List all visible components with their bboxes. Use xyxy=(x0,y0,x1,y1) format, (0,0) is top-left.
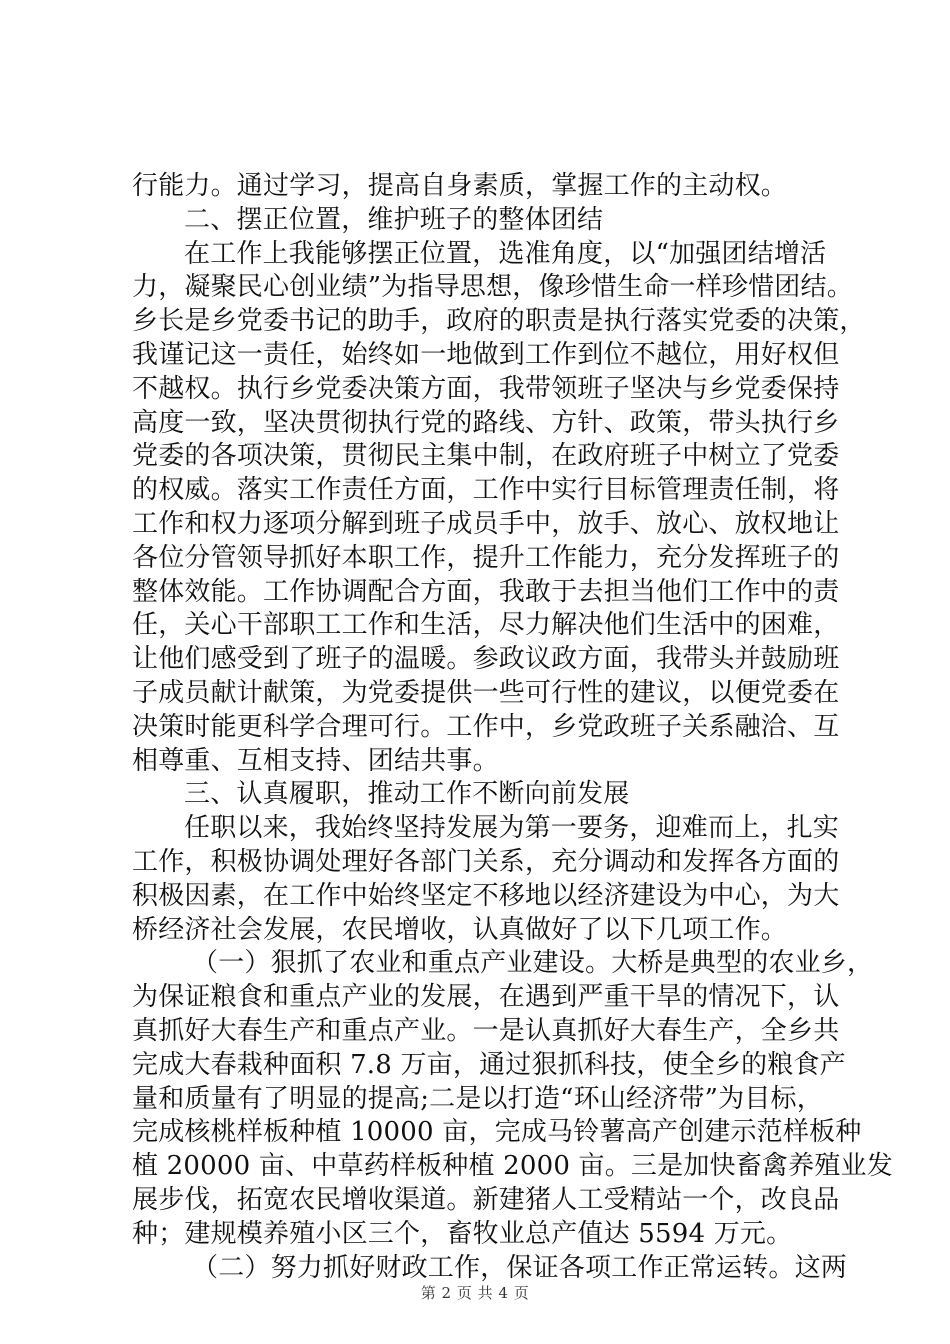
text-line: 积极因素，在工作中始终坚定不移地以经济建设为中心，为大 xyxy=(132,880,840,911)
text-line: 在工作上我能够摆正位置，选准角度，以“加强团结增活 xyxy=(184,238,827,269)
text-line: 我谨记这一责任，始终如一地做到工作到位不越位，用好权但 xyxy=(132,339,840,370)
subsection-heading: （二）努力抓好财政工作，保证各项工作正常运转。这两 xyxy=(192,1252,848,1283)
text-line: 相尊重、互相支持、团结共事。 xyxy=(132,745,499,776)
text-line: 种；建规模养殖小区三个，畜牧业总产值达 5594 万元。 xyxy=(132,1218,793,1249)
text-line: 的权威。落实工作责任方面，工作中实行目标管理责任制，将 xyxy=(132,475,840,506)
text-line: 子成员献计献策，为党委提供一些可行性的建议，以便党委在 xyxy=(132,677,840,708)
text-line: 力，凝聚民心创业绩”为指导思想，像珍惜生命一样珍惜团结。 xyxy=(132,272,853,303)
text-line: 高度一致，坚决贯彻执行党的路线、方针、政策，带头执行乡 xyxy=(132,407,840,438)
text-line: 为保证粮食和重点产业的发展，在遇到严重干旱的情况下，认 xyxy=(132,982,840,1013)
text-line: 不越权。执行乡党委决策方面，我带领班子坚决与乡党委保持 xyxy=(132,373,840,404)
text-line: 各位分管领导抓好本职工作，提升工作能力，充分发挥班子的 xyxy=(132,542,840,573)
text-line: 真抓好大春生产和重点产业。一是认真抓好大春生产，全乡共 xyxy=(132,1015,840,1046)
text-line: 任，关心干部职工工作和生活，尽力解决他们生活中的困难， xyxy=(132,610,840,641)
text-line: 植 20000 亩、中草药样板种植 2000 亩。三是加快畜禽养殖业发 xyxy=(132,1151,893,1182)
text-line: 整体效能。工作协调配合方面，我敢于去担当他们工作中的责 xyxy=(132,576,840,607)
text-line: 量和质量有了明显的提高;二是以打造“环山经济带”为目标， xyxy=(132,1083,823,1114)
text-line: 党委的各项决策，贯彻民主集中制，在政府班子中树立了党委 xyxy=(132,441,840,472)
text-line: 行能力。通过学习，提高自身素质，掌握工作的主动权。 xyxy=(132,171,788,201)
text-line: 工作，积极协调处理好各部门关系，充分调动和发挥各方面的 xyxy=(132,846,840,877)
text-line: 乡长是乡党委书记的助手，政府的职责是执行落实党委的决策， xyxy=(132,306,866,337)
text-line: 决策时能更科学合理可行。工作中，乡党政班子关系融洽、互 xyxy=(132,711,840,742)
page-number-footer: 第 2 页 共 4 页 xyxy=(420,1284,530,1302)
text-line: 桥经济社会发展，农民增收，认真做好了以下几项工作。 xyxy=(132,914,788,945)
text-line: 完成大春栽种面积 7.8 万亩，通过狠抓科技，使全乡的粮食产 xyxy=(132,1049,846,1080)
text-line: 完成核桃样板种植 10000 亩，完成马铃薯高产创建示范样板种 xyxy=(132,1117,862,1148)
text-line: 让他们感受到了班子的温暖。参政议政方面，我带头并鼓励班 xyxy=(132,644,840,675)
text-line: 工作和权力逐项分解到班子成员手中，放手、放心、放权地让 xyxy=(132,508,840,539)
text-line: 任职以来，我始终坚持发展为第一要务，迎难而上，扎实 xyxy=(184,813,840,844)
section-heading: 三、认真履职，推动工作不断向前发展 xyxy=(184,779,630,810)
text-line: 展步伐，拓宽农民增收渠道。新建猪人工受精站一个，改良品 xyxy=(132,1184,840,1215)
section-heading: 二、摆正位置，维护班子的整体团结 xyxy=(184,204,604,235)
document-body xyxy=(132,170,893,1285)
subsection-heading: （一）狠抓了农业和重点产业建设。大桥是典型的农业乡， xyxy=(192,948,874,979)
